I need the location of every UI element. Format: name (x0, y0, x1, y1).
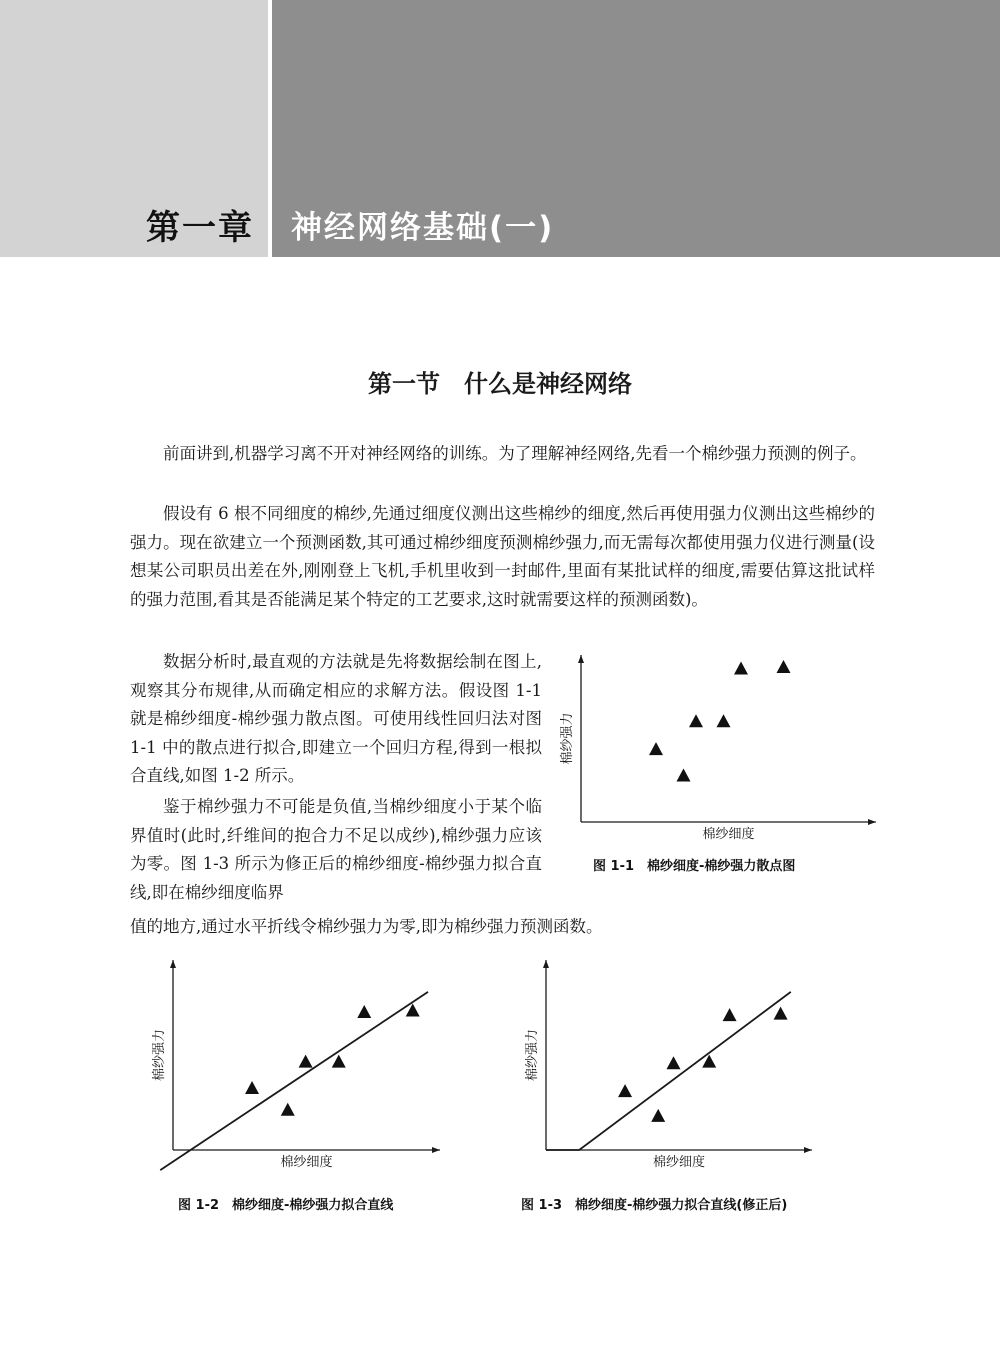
data-point-triangle (702, 1055, 716, 1068)
data-point-triangle (357, 1005, 371, 1018)
chapter-number: 第一章 (146, 208, 254, 248)
y-axis-arrow (543, 960, 549, 968)
fit-line (160, 992, 428, 1170)
data-point-triangle (649, 742, 663, 755)
data-point-triangle (723, 1008, 737, 1021)
y-axis-arrow (578, 655, 584, 663)
y-axis-label: 棉纱强力 (560, 712, 575, 765)
data-point-triangle (332, 1055, 346, 1068)
data-point-triangle (777, 660, 791, 673)
data-point-triangle (717, 714, 731, 727)
fit-line (546, 992, 791, 1150)
data-point-triangle (734, 662, 748, 675)
paragraph-analysis: 数据分析时,最直观的方法就是先将数据绘制在图上,观察其分布规律,从而确定相应的求解方法。假设图 1-1 就是棉纱细度-棉纱强力散点图。可使用线性回归法对图 1-1 中的散点进行拟合,即建立一个回归方程,得到一根拟合直线,如图 1-2 所示。 (130, 652, 542, 785)
figure-1-2-caption: 图 1-2 棉纱细度-棉纱强力拟合直线 (178, 1198, 394, 1213)
paragraph-intro: 前面讲到,机器学习离不开对神经网络的训练。为了理解神经网络,先看一个棉纱强力预测的例子。 (163, 444, 867, 463)
y-axis-arrow (170, 960, 176, 968)
data-point-triangle (245, 1081, 259, 1094)
paragraph-critical-value: 鉴于棉纱强力不可能是负值,当棉纱细度小于某个临界值时(此时,纤维间的抱合力不足以成纱),棉纱强力应该为零。图 1-3 所示为修正后的棉纱细度-棉纱强力拟合直线,即在棉纱细度临界 (130, 797, 542, 902)
data-point-triangle (677, 769, 691, 782)
data-point-triangle (774, 1007, 788, 1020)
section-title: 第一节 什么是神经网络 (368, 369, 632, 398)
data-point-triangle (667, 1056, 681, 1069)
data-point-triangle (651, 1109, 665, 1122)
figure-1-1-caption: 图 1-1 棉纱细度-棉纱强力散点图 (593, 859, 796, 874)
x-axis-arrow (432, 1147, 440, 1153)
data-point-triangle (406, 1004, 420, 1017)
data-point-triangle (689, 714, 703, 727)
data-point-triangle (299, 1055, 313, 1068)
x-axis-label: 棉纱细度 (702, 827, 755, 842)
y-axis-label: 棉纱强力 (525, 1028, 540, 1082)
x-axis-label: 棉纱细度 (280, 1155, 333, 1170)
x-axis-arrow (804, 1147, 812, 1153)
data-point-triangle (281, 1103, 295, 1116)
figure-1-3-caption: 图 1-3 棉纱细度-棉纱强力拟合直线(修正后) (521, 1198, 788, 1213)
x-axis-label: 棉纱细度 (652, 1155, 706, 1170)
paragraph-prediction-function: 值的地方,通过水平折线令棉纱强力为零,即为棉纱强力预测函数。 (130, 917, 603, 936)
data-point-triangle (618, 1084, 632, 1097)
paragraph-assumption: 假设有 6 根不同细度的棉纱,先通过细度仪测出这些棉纱的细度,然后再使用强力仪测出这些棉纱的强力。现在欲建立一个预测函数,其可通过棉纱细度预测棉纱强力,而无需每次都使用强力仪进行测量(设想某公司职员出差在外,刚刚登上飞机,手机里收到一封邮件,里面有某批试样的细度,需要估算这批试样的强力范围,看其是否能满足某个特定的工艺要求,这时就需要这样的预测函数)。 (130, 504, 875, 609)
y-axis-label: 棉纱强力 (152, 1028, 167, 1082)
chapter-title: 神经网络基础(一) (291, 210, 555, 246)
x-axis-arrow (868, 819, 876, 825)
